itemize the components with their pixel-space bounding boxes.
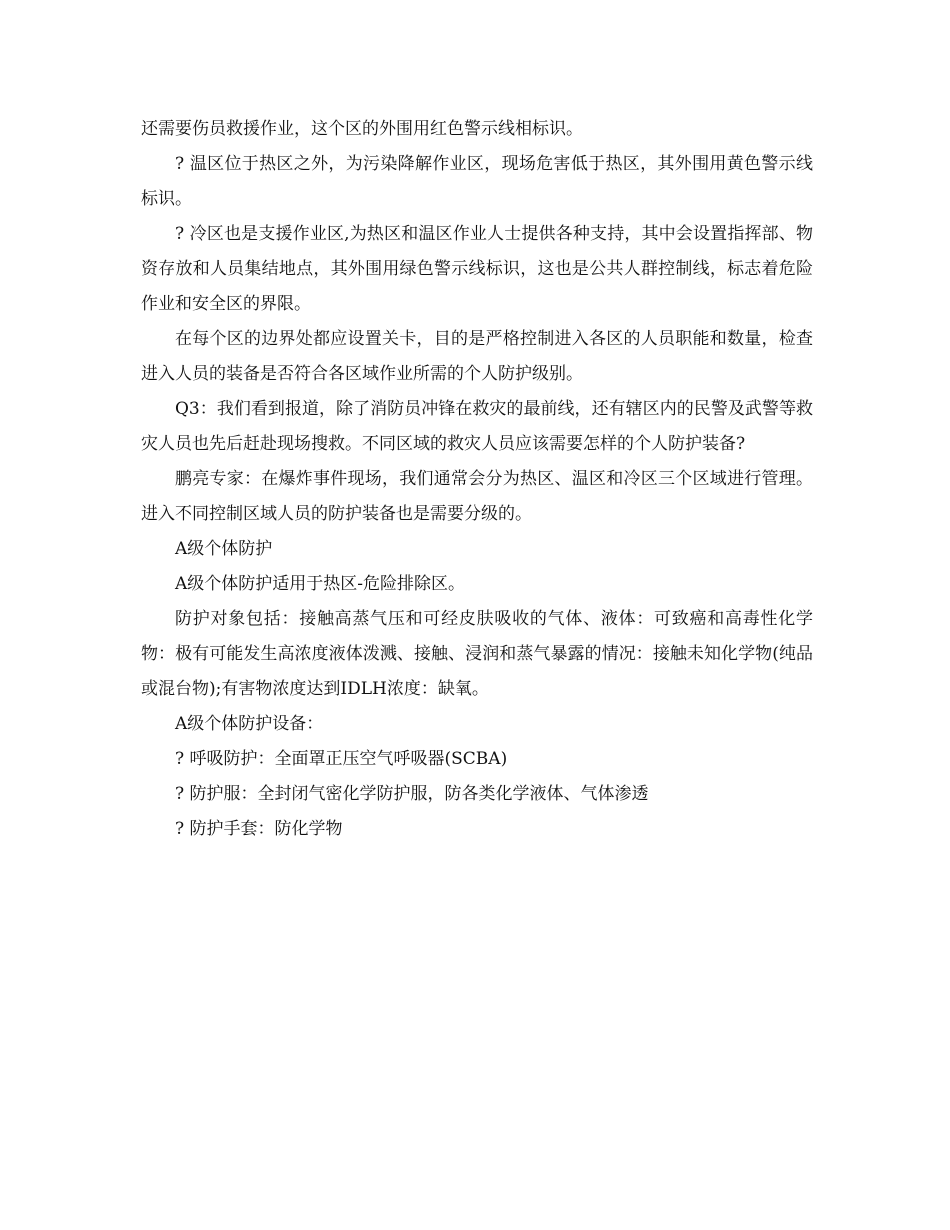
paragraph-level-a-scope: A级个体防护适用于热区-危险排除区。 <box>175 574 466 594</box>
list-item-respiratory: ? 呼吸防护：全面罩正压空气呼吸器(SCBA) <box>175 749 508 769</box>
list-item-suit: ? 防护服：全封闭气密化学防护服，防各类化学液体、气体渗透 <box>175 784 649 804</box>
list-item-gloves: ? 防护手套：防化学物 <box>175 819 343 839</box>
paragraph-question-q3: Q3：我们看到报道，除了消防员冲锋在救灾的最前线，还有辖区内的民警及武警等救灾人员也先后赶赴现场搜救。不同区域的救灾人员应该需要怎样的个人防护装备? <box>141 399 813 454</box>
paragraph-expert-answer: 鹏亮专家：在爆炸事件现场，我们通常会分为热区、温区和冷区三个区域进行管理。进入不同控制区域人员的防护装备也是需要分级的。 <box>141 469 813 524</box>
heading-level-a-protection: A级个体防护 <box>175 539 273 559</box>
document-body <box>141 112 813 847</box>
paragraph-warm-zone: ? 温区位于热区之外，为污染降解作业区，现场危害低于热区，其外围用黄色警示线标识。 <box>141 154 813 209</box>
paragraph-cold-zone: ? 冷区也是支援作业区,为热区和温区作业人士提供各种支持，其中会设置指挥部、物资存放和人员集结地点，其外围用绿色警示线标识，这也是公共人群控制线，标志着危险作业和安全区的界限。 <box>141 224 813 314</box>
paragraph-protection-targets: 防护对象包括：接触高蒸气压和可经皮肤吸收的气体、液体：可致癌和高毒性化学物：极有可能发生高浓度液体泼溅、接触、浸润和蒸气暴露的情况：接触未知化学物(纯品或混台物);有害物浓度达到IDLH浓度：缺氧。 <box>141 609 813 699</box>
paragraph-checkpoints: 在每个区的边界处都应设置关卡，目的是严格控制进入各区的人员职能和数量，检查进入人员的装备是否符合各区域作业所需的个人防护级别。 <box>141 329 813 384</box>
heading-level-a-equipment: A级个体防护设备： <box>175 714 324 734</box>
paragraph-continuation: 还需要伤员救援作业，这个区的外围用红色警示线相标识。 <box>141 119 583 139</box>
